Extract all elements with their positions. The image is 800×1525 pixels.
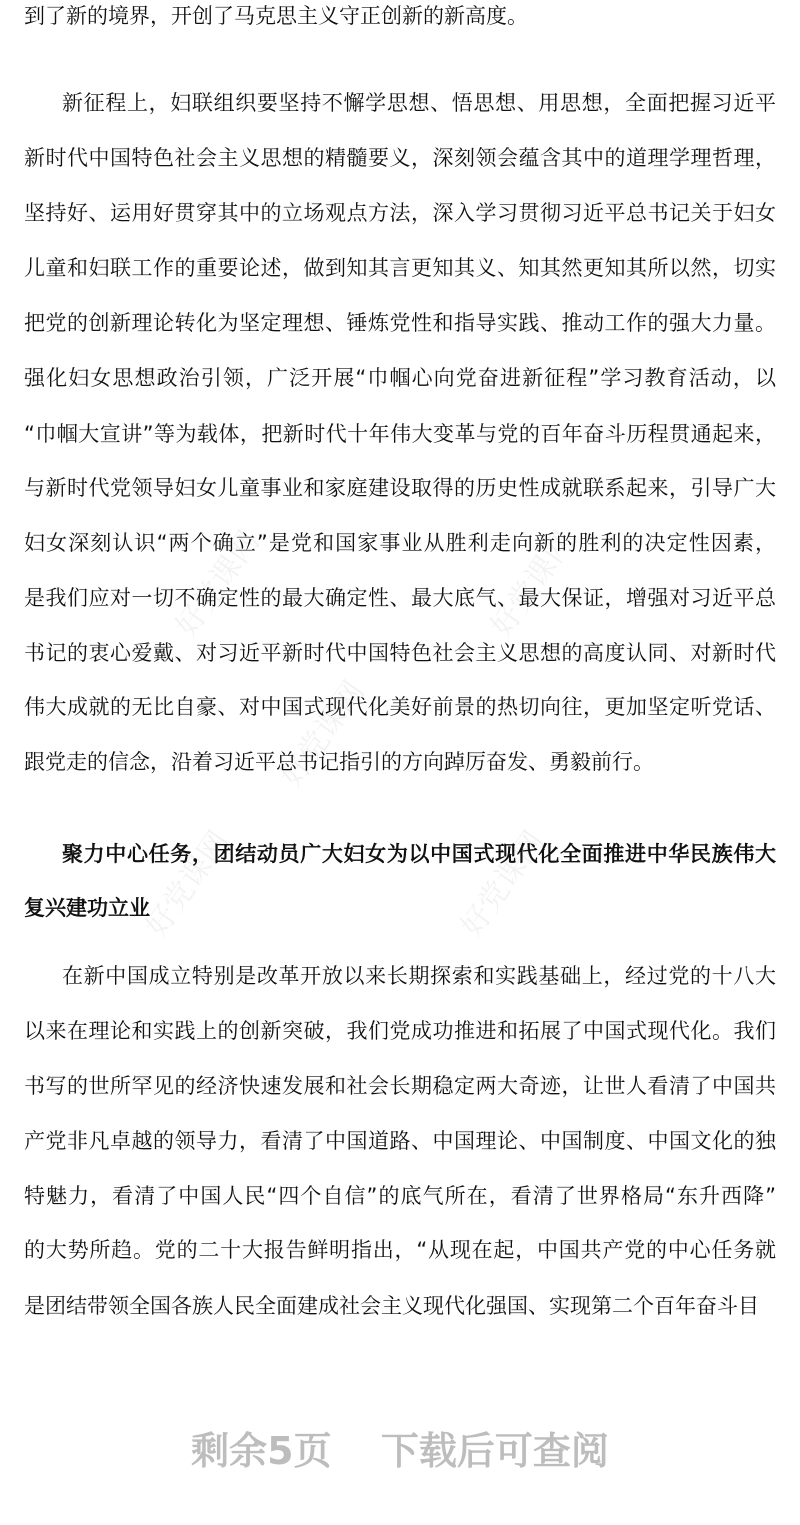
paragraph-line: 的大势所趋。党的二十大报告鲜明指出，“从现在起，中国共产党的中心任务就 <box>24 1238 776 1262</box>
paragraph-line: 伟大成就的无比自豪、对中国式现代化美好前景的热切向往，更加坚定听党话、 <box>24 695 776 719</box>
watermark: 好党课网 <box>274 674 372 794</box>
paragraph-line: 产党非凡卓越的领导力，看清了中国道路、中国理论、中国制度、中国文化的独 <box>24 1129 776 1153</box>
watermark: 好党课网 <box>484 524 582 644</box>
paragraph-line: 到了新的境界，开创了马克思主义守正创新的新高度。 <box>24 4 528 28</box>
paragraph-line: 书记的衷心爱戴、对习近平新时代中国特色社会主义思想的高度认同、对新时代 <box>24 641 776 665</box>
section-heading-line: 复兴建功立业 <box>24 896 150 920</box>
paragraph-line: 新征程上，妇联组织要坚持不懈学思想、悟思想、用思想，全面把握习近平 <box>62 91 776 115</box>
paragraph-line: 是我们应对一切不确定性的最大确定性、最大底气、最大保证，增强对习近平总 <box>24 586 776 610</box>
paragraph-line: 书写的世所罕见的经济快速发展和社会长期稳定两大奇迹，让世人看清了中国共 <box>24 1074 776 1098</box>
paragraph-line: 儿童和妇联工作的重要论述，做到知其言更知其义、知其然更知其所以然，切实 <box>24 256 776 280</box>
paragraph-line: 在新中国成立特别是改革开放以来长期探索和实践基础上，经过党的十八大 <box>62 964 776 988</box>
paragraph-line: 以来在理论和实践上的创新突破，我们党成功推进和拓展了中国式现代化。我们 <box>24 1019 776 1043</box>
watermark: 好党课网 <box>139 824 237 944</box>
paragraph-line: 跟党走的信念，沿着习近平总书记指引的方向踔厉奋发、勇毅前行。 <box>24 750 654 774</box>
paragraph-line: 把党的创新理论转化为坚定理想、锤炼党性和指导实践、推动工作的强大力量。 <box>24 311 776 335</box>
remaining-pages-label: 剩余5页 <box>191 1429 332 1473</box>
watermark: 好党课网 <box>454 824 552 944</box>
download-prompt-label: 下载后可查阅 <box>380 1429 609 1473</box>
watermark: 好党课网 <box>169 524 267 644</box>
paragraph-line: 是团结带领全国各族人民全面建成社会主义现代化强国、实现第二个百年奋斗目 <box>24 1294 759 1318</box>
read-more-banner[interactable] <box>0 1420 800 1475</box>
paragraph-line: 新时代中国特色社会主义思想的精髓要义，深刻领会蕴含其中的道理学理哲理， <box>24 146 776 170</box>
paragraph-line: 强化妇女思想政治引领，广泛开展“巾帼心向党奋进新征程”学习教育活动，以 <box>24 366 776 390</box>
paragraph-line: 特魅力，看清了中国人民“四个自信”的底气所在，看清了世界格局“东升西降” <box>24 1184 776 1208</box>
paragraph-line: “巾帼大宣讲”等为载体，把新时代十年伟大变革与党的百年奋斗历程贯通起来， <box>24 422 776 446</box>
paragraph-line: 妇女深刻认识“两个确立”是党和国家事业从胜利走向新的胜利的决定性因素， <box>24 531 776 555</box>
section-heading-line: 聚力中心任务，团结动员广大妇女为以中国式现代化全面推进中华民族伟大 <box>62 842 776 866</box>
paragraph-line: 坚持好、运用好贯穿其中的立场观点方法，深入学习贯彻习近平总书记关于妇女 <box>24 201 776 225</box>
paragraph-line: 与新时代党领导妇女儿童事业和家庭建设取得的历史性成就联系起来，引导广大 <box>24 476 776 500</box>
